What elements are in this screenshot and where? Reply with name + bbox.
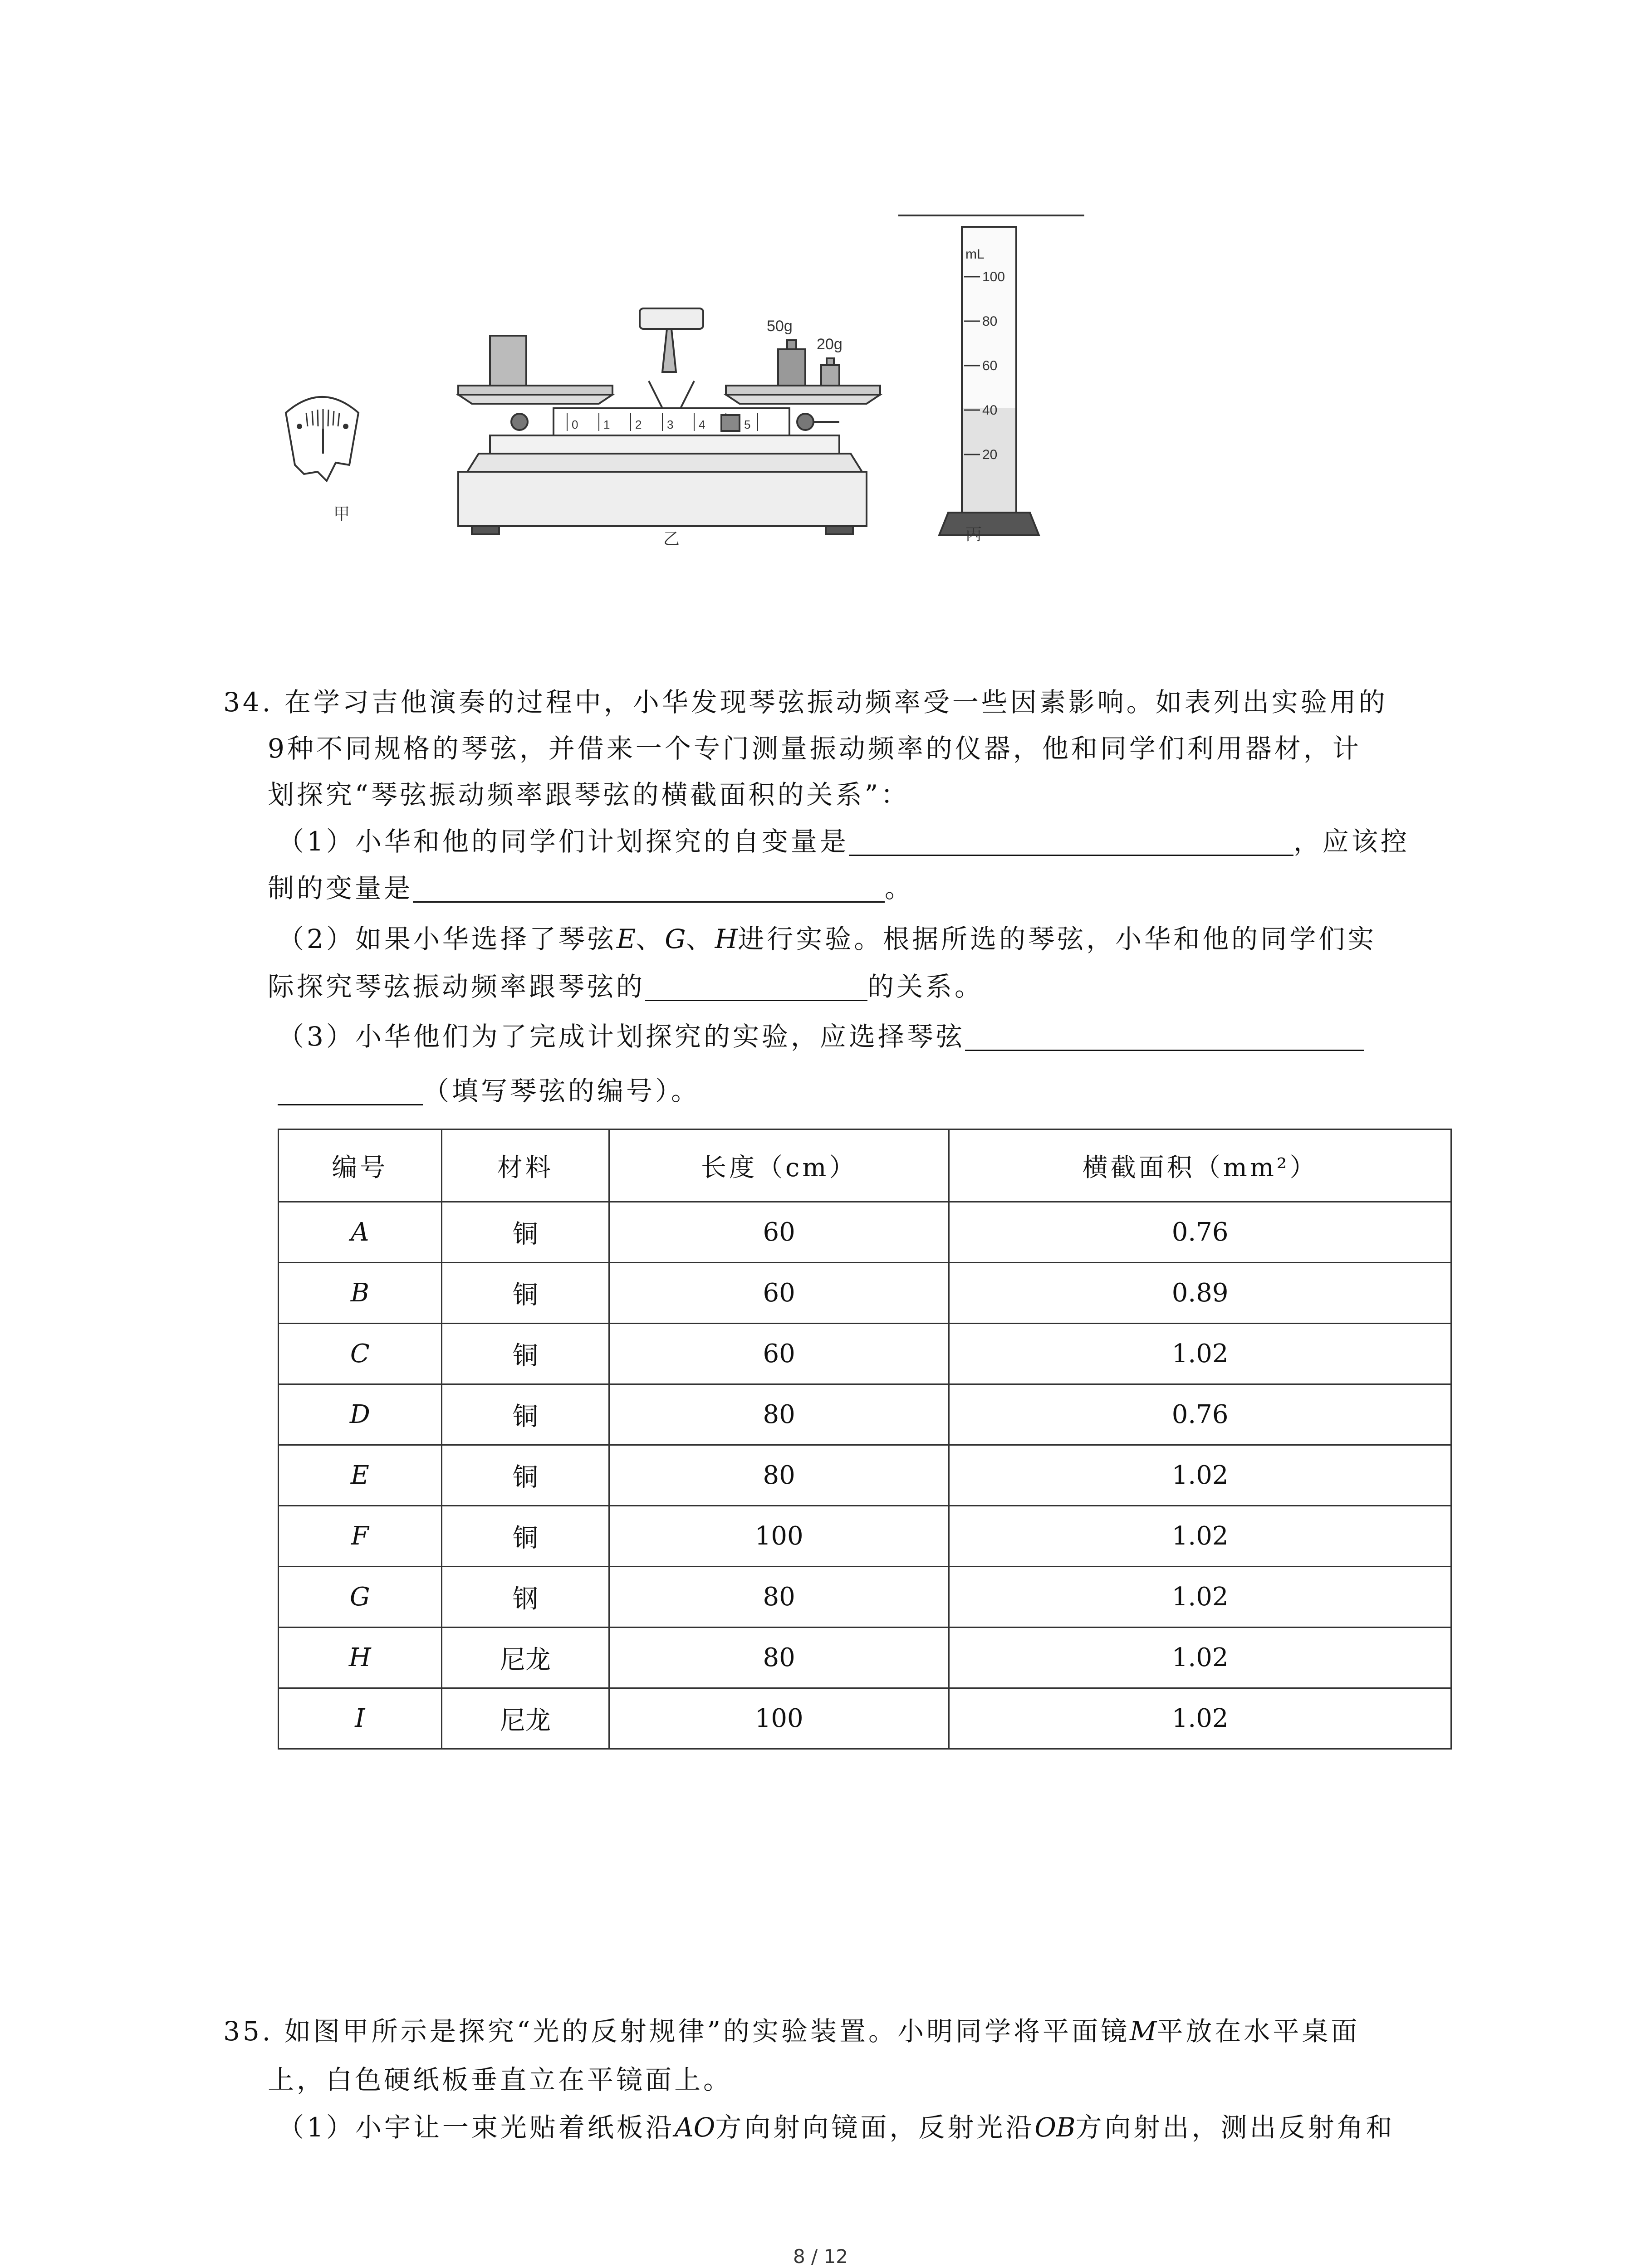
cell-cross-section: 1.02 <box>949 1688 1451 1749</box>
cell-material: 铜 <box>441 1202 609 1263</box>
cell-id: C <box>279 1324 442 1384</box>
cell-material: 尼龙 <box>441 1628 609 1688</box>
cell-id: B <box>279 1263 442 1324</box>
cylinder-tick-80: 80 <box>982 314 998 329</box>
ruler-tick-5: 5 <box>744 418 751 431</box>
cell-cross-section: 1.02 <box>949 1628 1451 1688</box>
header-length: 长度（cm） <box>609 1129 949 1202</box>
measuring-cylinder-figure <box>898 215 1084 535</box>
q34-p2-sep-2: 、 <box>686 924 715 954</box>
cell-cross-section: 1.02 <box>949 1324 1451 1384</box>
q34-p3-text-b: （填写琴弦的编号）。 <box>423 1075 700 1106</box>
q35-stem-line-1 <box>223 2013 1360 2049</box>
figure-label-c: 丙 <box>965 525 982 544</box>
guitar-strings-table <box>278 1129 1452 1750</box>
q34-stem-1: 在学习吉他演奏的过程中，小华发现琴弦振动频率受一些因素影响。如表列出实验用的 <box>284 687 1388 718</box>
cell-material: 尼龙 <box>441 1688 609 1749</box>
ruler-tick-2: 2 <box>635 418 642 431</box>
cell-cross-section: 0.76 <box>949 1384 1451 1445</box>
cell-cross-section: 0.89 <box>949 1263 1451 1324</box>
q34-stem-line-2: 9种不同规格的琴弦，并借来一个专门测量振动频率的仪器，他和同学们利用器材，计 <box>268 733 1362 764</box>
cell-id: G <box>279 1567 442 1628</box>
cell-length: 100 <box>609 1506 949 1567</box>
cell-material: 铜 <box>441 1384 609 1445</box>
q34-stem-line-3: 划探究“琴弦振动频率跟琴弦的横截面积的关系”： <box>268 779 910 810</box>
cell-material: 钢 <box>441 1567 609 1628</box>
table-row <box>279 1384 1451 1445</box>
q34-p3-string-choice-blank-2[interactable] <box>278 1076 423 1105</box>
cylinder-tick-60: 60 <box>982 358 998 373</box>
table-row <box>279 1688 1451 1749</box>
q34-part3-line-2 <box>278 1073 700 1109</box>
q35-p1-text-a: （1）小宇让一束光贴着纸板沿 <box>278 2112 675 2143</box>
cell-material: 铜 <box>441 1506 609 1567</box>
q35-stem-1b: 平放在水平桌面 <box>1156 2016 1360 2047</box>
q34-p1-text-a: （1）小华和他的同学们计划探究的自变量是 <box>278 826 849 857</box>
weight-20-label: 20g <box>817 336 843 353</box>
cell-material: 铜 <box>441 1263 609 1324</box>
q34-p3-text-a: （3）小华他们为了完成计划探究的实验，应选择琴弦 <box>278 1021 965 1052</box>
q34-p2-text-b: 进行实验。根据所选的琴弦，小华和他的同学们实 <box>738 924 1377 954</box>
q34-p2-string-h: H <box>715 924 738 954</box>
cylinder-tick-100: 100 <box>982 269 1005 284</box>
q34-p1-text-c: 制的变量是 <box>268 873 413 904</box>
table-row <box>279 1202 1451 1263</box>
cell-id: F <box>279 1506 442 1567</box>
q34-p1-text-d: 。 <box>885 873 914 904</box>
q35-p1-ob: OB <box>1034 2112 1076 2143</box>
q34-part3-line-1 <box>278 1018 1364 1055</box>
q35-number: 35. <box>223 2016 274 2047</box>
ruler-tick-4: 4 <box>699 418 705 431</box>
cell-length: 80 <box>609 1445 949 1506</box>
cylinder-tick-20: 20 <box>982 447 998 462</box>
cell-cross-section: 1.02 <box>949 1506 1451 1567</box>
table-row <box>279 1567 1451 1628</box>
cell-length: 60 <box>609 1324 949 1384</box>
cell-id: A <box>279 1202 442 1263</box>
cell-id: E <box>279 1445 442 1506</box>
page-number: 8 / 12 <box>793 2245 848 2268</box>
table-row <box>279 1324 1451 1384</box>
q34-p2-text-d: 的关系。 <box>867 971 984 1002</box>
cell-length: 60 <box>609 1202 949 1263</box>
q34-p2-text-c: 际探究琴弦振动频率跟琴弦的 <box>268 971 646 1002</box>
q34-p1-text-b: ，应该控 <box>1293 826 1410 857</box>
q35-stem-1a: 如图甲所示是探究“光的反射规律”的实验装置。小明同学将平面镜 <box>284 2016 1130 2047</box>
q35-p1-text-b: 方向射向镜面，反射光沿 <box>715 2112 1035 2143</box>
header-cross-section: 横截面积（mm²） <box>949 1129 1451 1202</box>
q34-part1-line-1 <box>278 823 1410 860</box>
q34-p2-sep-1: 、 <box>636 924 665 954</box>
q35-p1-text-c: 方向射出，测出反射角和 <box>1075 2112 1395 2143</box>
cylinder-tick-40: 40 <box>982 403 998 418</box>
q34-p3-string-choice-blank-1[interactable] <box>965 1022 1364 1051</box>
q35-part1-line-1 <box>278 2109 1395 2146</box>
ruler-tick-0: 0 <box>572 418 578 431</box>
q34-p2-text-a: （2）如果小华选择了琴弦 <box>278 924 617 954</box>
q34-p1-controlled-variable-blank[interactable] <box>413 873 885 903</box>
table-row <box>279 1263 1451 1324</box>
cell-length: 100 <box>609 1688 949 1749</box>
cell-id: H <box>279 1628 442 1688</box>
table-row <box>279 1445 1451 1506</box>
cylinder-unit-label: mL <box>965 247 985 262</box>
cell-length: 80 <box>609 1628 949 1688</box>
figure-strip <box>272 200 1361 562</box>
q34-p1-independent-variable-blank[interactable] <box>849 826 1293 856</box>
q34-part2-line-2 <box>268 968 984 1005</box>
q34-p2-actual-variable-blank[interactable] <box>645 972 867 1001</box>
weight-50-label: 50g <box>767 318 793 335</box>
ruler-tick-1: 1 <box>603 418 610 431</box>
cell-id: D <box>279 1384 442 1445</box>
ruler-tick-3: 3 <box>667 418 674 431</box>
header-id: 编号 <box>279 1129 442 1202</box>
q34-part1-line-2 <box>268 870 914 906</box>
q35-p1-ao: AO <box>674 2112 715 2143</box>
cell-material: 铜 <box>441 1324 609 1384</box>
balance-dial-figure <box>286 397 358 481</box>
cell-cross-section: 0.76 <box>949 1202 1451 1263</box>
q34-stem-line-1 <box>223 684 1388 720</box>
figure-label-b: 乙 <box>663 530 680 548</box>
cell-cross-section: 1.02 <box>949 1445 1451 1506</box>
table-row <box>279 1628 1451 1688</box>
cell-length: 60 <box>609 1263 949 1324</box>
header-material: 材料 <box>441 1129 609 1202</box>
cell-material: 铜 <box>441 1445 609 1506</box>
q34-p2-string-g: G <box>665 924 686 954</box>
table-row <box>279 1506 1451 1567</box>
cell-length: 80 <box>609 1384 949 1445</box>
table-header-row <box>279 1129 1451 1202</box>
cell-length: 80 <box>609 1567 949 1628</box>
q35-mirror-m: M <box>1130 2016 1157 2047</box>
cell-id: I <box>279 1688 442 1749</box>
q35-stem-line-2: 上，白色硬纸板垂直立在平镜面上。 <box>268 2064 733 2095</box>
cell-cross-section: 1.02 <box>949 1567 1451 1628</box>
q34-number: 34. <box>223 687 274 718</box>
figure-label-a: 甲 <box>333 505 350 523</box>
q34-part2-line-1 <box>278 921 1376 957</box>
q34-p2-string-e: E <box>616 924 636 954</box>
